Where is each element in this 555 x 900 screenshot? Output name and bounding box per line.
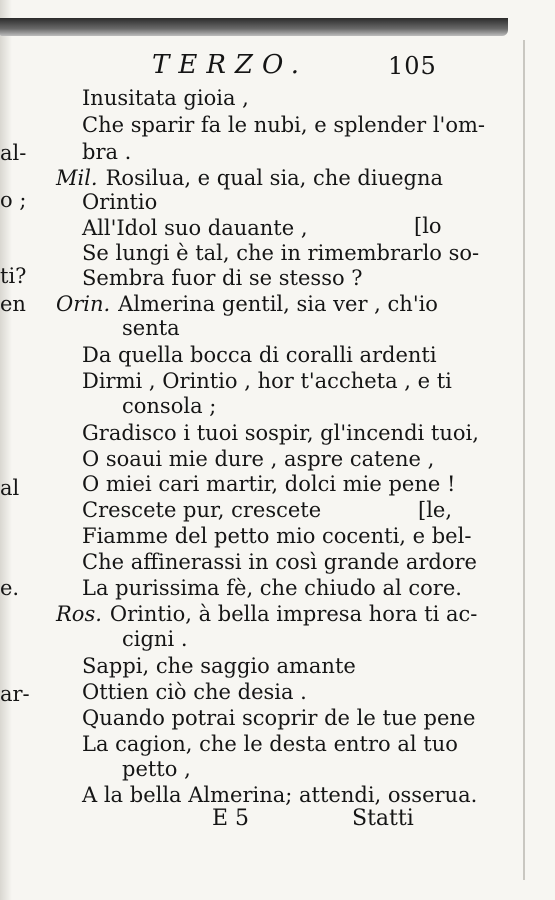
text-line bbox=[82, 732, 458, 756]
text-line bbox=[122, 627, 188, 651]
line-text: Fiamme del petto mio cocenti, e bel- bbox=[82, 524, 472, 548]
text-line bbox=[82, 680, 307, 704]
speaker-name: Mil. bbox=[56, 166, 98, 190]
text-line bbox=[82, 498, 321, 522]
running-title: TERZO. bbox=[152, 50, 309, 80]
line-text: consola ; bbox=[122, 394, 217, 418]
signature-mark: E 5 bbox=[212, 806, 250, 831]
text-line bbox=[56, 166, 443, 190]
speaker-name: Ros. bbox=[56, 602, 102, 626]
previous-page-fragment: e. bbox=[0, 576, 20, 600]
line-text: Sembra fuor di se stesso ? bbox=[82, 266, 363, 290]
line-text: La purissima fè, che chiudo al core. bbox=[82, 576, 462, 600]
text-line bbox=[122, 316, 180, 340]
previous-page-fragment: ti? bbox=[0, 264, 27, 288]
text-line bbox=[82, 706, 475, 730]
text-line bbox=[56, 292, 438, 316]
line-text: Che sparir fa le nubi, e splender l'om- bbox=[82, 113, 485, 137]
previous-page-fragment: o ; bbox=[0, 188, 27, 212]
speaker-name: Orin. bbox=[56, 292, 111, 316]
line-text: cigni . bbox=[122, 627, 188, 651]
line-text: Orintio bbox=[82, 190, 158, 214]
page-top-edge bbox=[0, 18, 508, 36]
line-text: A la bella Almerina; attendi, osserua. bbox=[82, 783, 478, 807]
catchword: Statti bbox=[352, 806, 414, 831]
page-number: 105 bbox=[388, 52, 437, 80]
line-text: Inusitata gioia , bbox=[82, 86, 249, 110]
previous-page-fragment: al bbox=[0, 476, 20, 500]
text-line bbox=[82, 343, 437, 367]
text-line bbox=[82, 140, 131, 164]
text-line bbox=[82, 241, 479, 265]
text-line bbox=[82, 472, 455, 496]
line-text: O soaui mie dure , aspre catene , bbox=[82, 447, 435, 471]
running-head bbox=[0, 50, 555, 86]
text-line bbox=[82, 421, 479, 445]
previous-page-fragment: ar- bbox=[0, 682, 30, 706]
text-line bbox=[82, 113, 485, 137]
line-text: Sappi, che saggio amante bbox=[82, 654, 356, 678]
page-right-edge bbox=[523, 40, 525, 880]
text-line bbox=[56, 602, 477, 626]
text-line bbox=[82, 524, 471, 548]
line-text: O miei cari martir, dolci mie pene ! bbox=[82, 472, 456, 496]
line-text: Rosilua, e qual sia, che diuegna bbox=[105, 166, 444, 190]
turnover-fragment: [lo bbox=[414, 214, 442, 238]
text-line bbox=[82, 783, 477, 807]
line-text: La cagion, che le desta entro al tuo bbox=[82, 732, 458, 756]
turnover-fragment: [le, bbox=[418, 498, 453, 522]
previous-page-fragment: en bbox=[0, 292, 26, 316]
text-line bbox=[82, 654, 356, 678]
line-text: Gradisco i tuoi sospir, gl'incendi tuoi, bbox=[82, 421, 479, 445]
line-text: Se lungi è tal, che in rimembrarlo so- bbox=[82, 241, 480, 265]
line-text: bra . bbox=[82, 140, 132, 164]
text-line bbox=[122, 757, 191, 781]
text-line bbox=[82, 266, 363, 290]
line-text: Orintio, à bella impresa hora ti ac- bbox=[109, 602, 478, 626]
text-line bbox=[82, 190, 157, 214]
previous-page-fragment: al- bbox=[0, 141, 27, 165]
line-text: Dirmi , Orintio , hor t'accheta , e ti bbox=[82, 369, 452, 393]
line-text: Crescete pur, crescete bbox=[82, 498, 322, 522]
line-text: Che affinerassi in così grande ardore bbox=[82, 550, 477, 574]
page-gutter bbox=[0, 0, 12, 900]
text-line bbox=[82, 369, 452, 393]
line-text: senta bbox=[122, 316, 180, 340]
text-line bbox=[82, 86, 249, 110]
line-text: Quando potrai scoprir de le tue pene bbox=[82, 706, 476, 730]
line-text: Almerina gentil, sia ver , ch'io bbox=[118, 292, 438, 316]
line-text: Da quella bocca di coralli ardenti bbox=[82, 343, 437, 367]
line-text: All'Idol suo dauante , bbox=[82, 216, 308, 240]
text-line bbox=[82, 447, 434, 471]
line-text: Ottien ciò che desia . bbox=[82, 680, 307, 704]
text-line bbox=[82, 216, 308, 240]
text-line bbox=[82, 576, 462, 600]
text-line bbox=[122, 394, 216, 418]
line-text: petto , bbox=[122, 757, 191, 781]
text-line bbox=[82, 550, 477, 574]
